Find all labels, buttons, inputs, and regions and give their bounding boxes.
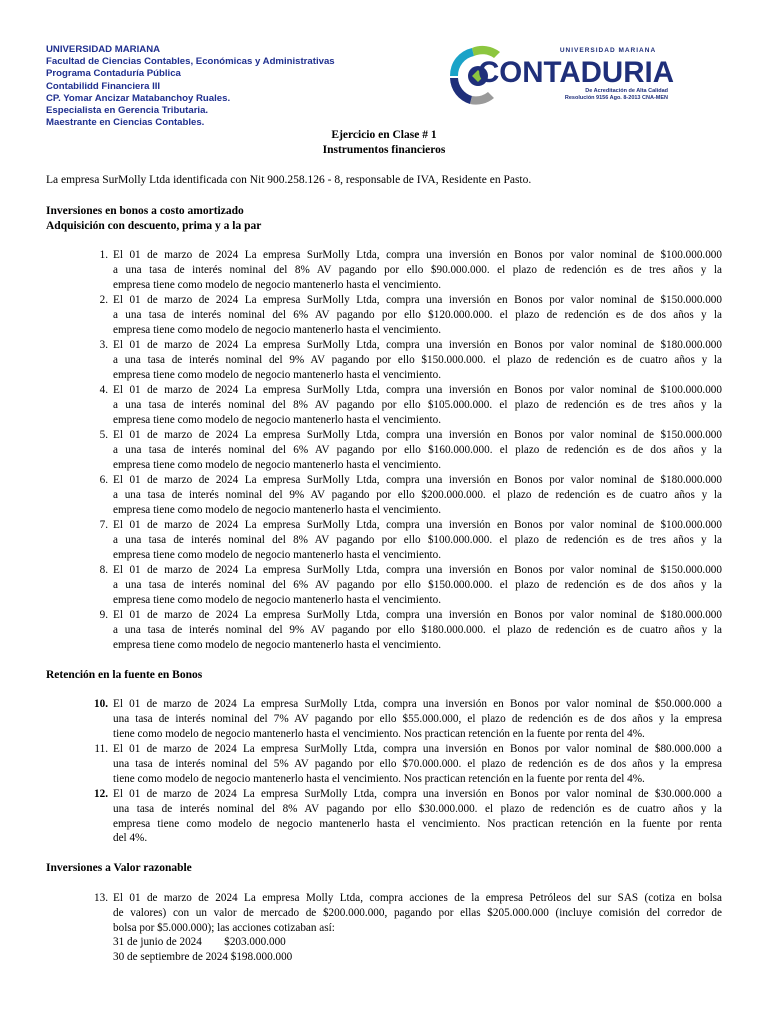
item-line: El 01 de marzo de 2024 La empresa SurMolly Ltda, compra una inversión en Bonos por valor nominal de $100.000.000 [113, 519, 722, 531]
institution-header [46, 44, 426, 129]
item-number: 12. [94, 788, 108, 800]
item-line: El 01 de marzo de 2024 La empresa SurMolly Ltda, compra una inversión en Bonos por valor nominal de $100.000.000 [113, 249, 722, 261]
exercise-title [0, 128, 768, 158]
item-line: a una tasa de interés nominal del 8% AV pagando por ello $90.000.000. el plazo de redención es de tres años y la [113, 263, 722, 276]
item-line: a una tasa de interés nominal del 9% AV pagando por ello $200.000.000. el plazo de redención es de cuatro años y la [113, 488, 722, 501]
svg-text:UNIVERSIDAD MARIANA: UNIVERSIDAD MARIANA [559, 47, 657, 54]
item-text [113, 473, 722, 517]
item-number: 2. [99, 294, 108, 306]
intro-paragraph: La empresa SurMolly Ltda identificada con Nit 900.258.126 - 8, responsable de IVA, Residente en Pasto. [46, 174, 532, 186]
section-withholding-title: Retención en la fuente en Bonos [46, 669, 203, 681]
section-amortized-cost-title: Inversiones en bonos a costo amortizado [46, 205, 244, 217]
item-number: 9. [99, 609, 108, 621]
item-text [113, 742, 722, 786]
item-number: 11. [94, 743, 108, 755]
item-line: bolsa por $5.000.000); las acciones cotizaban así: [113, 921, 335, 934]
svg-text:De Acreditación de Alta Calida: De Acreditación de Alta Calidad [585, 88, 668, 94]
item-line: a una tasa de interés nominal del 9% AV pagando por ello $150.000.000. el plazo de redención es de cuatro años y la [113, 353, 722, 366]
title-line-1: Ejercicio en Clase # 1 [331, 129, 437, 141]
item-line: El 01 de marzo de 2024 La empresa Molly Ltda, compra acciones de la empresa Petróleos del sur SAS (cotiza en bolsa [113, 892, 722, 904]
item-text [113, 563, 722, 607]
item-line: empresa tiene como modelo de negocio mantenerlo hasta el vencimiento. [113, 548, 442, 561]
item-line: El 01 de marzo de 2024 La empresa SurMolly Ltda, compra una inversión en Bonos por valor nominal de $180.000.000 [113, 474, 722, 486]
section-fair-value-title: Inversiones a Valor razonable [46, 862, 192, 874]
item-line: empresa tiene como modelo de negocio mantenerlo hasta el vencimiento. [113, 368, 442, 381]
title-line-2: Instrumentos financieros [322, 144, 446, 156]
item-number: 7. [99, 519, 108, 531]
header-course: Contabilidd Financiera III [46, 80, 161, 92]
item-number: 10. [94, 698, 108, 710]
item-line: a una tasa de interés nominal del 6% AV pagando por ello $120.000.000. el plazo de redención es de dos años y la [113, 308, 722, 321]
item-line: a una tasa de interés nominal del 6% AV pagando por ello $160.000.000. el plazo de redención es de dos años y la [113, 443, 722, 456]
item-text [113, 338, 722, 382]
header-faculty: Facultad de Ciencias Contables, Económicas y Administrativas [46, 56, 335, 68]
contaduria-logo [442, 38, 678, 110]
item-text [113, 383, 722, 427]
svg-text:Resolución 9156 Ago. 8-2013 CN: Resolución 9156 Ago. 8-2013 CNA-MEN [564, 95, 668, 101]
item-line: empresa tiene como modelo de negocio mantenerlo hasta el vencimiento. [113, 638, 442, 651]
header-masters: Maestrante en Ciencias Contables. [46, 117, 205, 129]
item-text [113, 428, 722, 472]
item-line: empresa tiene como modelo de negocio mantenerlo hasta el vencimiento. [113, 503, 442, 516]
item-line: a una tasa de interés nominal del 8% AV pagando por ello $105.000.000. el plazo de redención es de tres años y la [113, 398, 722, 411]
item-line: empresa tiene como modelo de negocio mantenerlo hasta el vencimiento. [113, 323, 442, 336]
item-line: del 4%. [113, 832, 148, 845]
item-line: a una tasa de interés nominal del 9% AV pagando por ello $180.000.000. el plazo de redención es de cuatro años y la [113, 623, 722, 636]
item-line: empresa tiene como modelo de negocio mantenerlo hasta el vencimiento. [113, 458, 442, 471]
item-line: empresa tiene como modelo de negocio mantenerlo hasta el vencimiento. [113, 593, 442, 606]
item-line: empresa tiene como modelo de negocio mantenerlo hasta el vencimiento. [113, 278, 442, 291]
item-number: 5. [99, 429, 108, 441]
item-line: empresa tiene como modelo de negocio mantenerlo hasta el vencimiento. [113, 413, 442, 426]
item-line: El 01 de marzo de 2024 La empresa SurMolly Ltda, compra una inversión en Bonos por valor nominal de $150.000.000 [113, 564, 722, 576]
item-line: a una tasa de interés nominal del 8% AV pagando por ello $100.000.000. el plazo de redención es de tres años y la [113, 533, 722, 546]
item-line: tiene como modelo de negocio mantenerlo hasta el vencimiento. Nos practican retención en la fuente por renta del 4%. [113, 727, 645, 740]
item-line: El 01 de marzo de 2024 La empresa SurMolly Ltda, compra una inversión en Bonos por valor nominal de $180.000.000 [113, 609, 722, 621]
item-line: tiene como modelo de negocio mantenerlo hasta el vencimiento. Nos practican retención en la fuente por renta del 4%. [113, 772, 645, 785]
item-line: empresa tiene como modelo de negocio mantenerlo hasta el vencimiento. Nos practican retención en la fuente por renta [113, 817, 722, 830]
header-professor: CP. Yomar Ancizar Matabanchoy Ruales. [46, 92, 231, 104]
item-text [113, 891, 722, 965]
item-number: 3. [99, 339, 108, 351]
item-line: una tasa de interés nominal del 5% AV pagando por ello $70.000.000. el plazo de redención es de dos años y la empresa [113, 757, 722, 770]
item-line: El 01 de marzo de 2024 La empresa SurMolly Ltda, compra una inversión en Bonos por valor nominal de $150.000.000 [113, 429, 722, 441]
svg-text:CONTADURIA: CONTADURIA [478, 56, 674, 89]
item-number: 6. [99, 474, 108, 486]
item-number: 8. [99, 564, 108, 576]
item-line: El 01 de marzo de 2024 La empresa SurMolly Ltda, compra una inversión en Bonos por valor nominal de $180.000.000 [113, 339, 722, 351]
item-line: El 01 de marzo de 2024 La empresa SurMolly Ltda, compra una inversión en Bonos por valor nominal de $80.000.000 a [113, 743, 722, 755]
item-line-quote-september: 30 de septiembre de 2024 $198.000.000 [113, 951, 293, 964]
item-line-quote-june: 31 de junio de 2024 $203.000.000 [113, 936, 286, 949]
header-program: Programa Contaduría Pública [46, 68, 181, 80]
item-text [113, 787, 722, 846]
item-line: El 01 de marzo de 2024 La empresa SurMolly Ltda, compra una inversión en Bonos por valor nominal de $150.000.000 [113, 294, 722, 306]
item-text [113, 248, 722, 292]
item-number: 13. [94, 892, 108, 904]
item-line: El 01 de marzo de 2024 La empresa SurMolly Ltda, compra una inversión en Bonos por valor nominal de $50.000.000 a [113, 698, 722, 710]
item-text [113, 608, 722, 652]
item-number: 4. [99, 384, 108, 396]
item-number: 1. [99, 249, 108, 261]
item-line: El 01 de marzo de 2024 La empresa SurMolly Ltda, compra una inversión en Bonos por valor nominal de $100.000.000 [113, 384, 722, 396]
section-amortized-cost-subtitle: Adquisición con descuento, prima y a la par [46, 220, 262, 232]
item-text [113, 697, 722, 741]
item-line: una tasa de interés nominal del 8% AV pagando por ello $30.000.000. el plazo de redención es de cuatro años y la [113, 802, 722, 815]
item-line: de valores) con un valor de mercado de $200.000.000, pagando por ellas $205.000.000 (incluye comisión del corredor de [113, 906, 722, 919]
item-line: a una tasa de interés nominal del 6% AV pagando por ello $150.000.000. el plazo de redención es de dos años y la [113, 578, 722, 591]
item-text [113, 518, 722, 562]
header-university: UNIVERSIDAD MARIANA [46, 44, 161, 55]
item-line: El 01 de marzo de 2024 La empresa SurMolly Ltda, compra una inversión en Bonos por valor nominal de $30.000.000 a [113, 788, 722, 800]
header-specialization: Especialista en Gerencia Tributaria. [46, 105, 209, 117]
item-line: una tasa de interés nominal del 7% AV pagando por ello $55.000.000, el plazo de redención es de dos años y la empresa [113, 712, 722, 725]
item-text [113, 293, 722, 337]
